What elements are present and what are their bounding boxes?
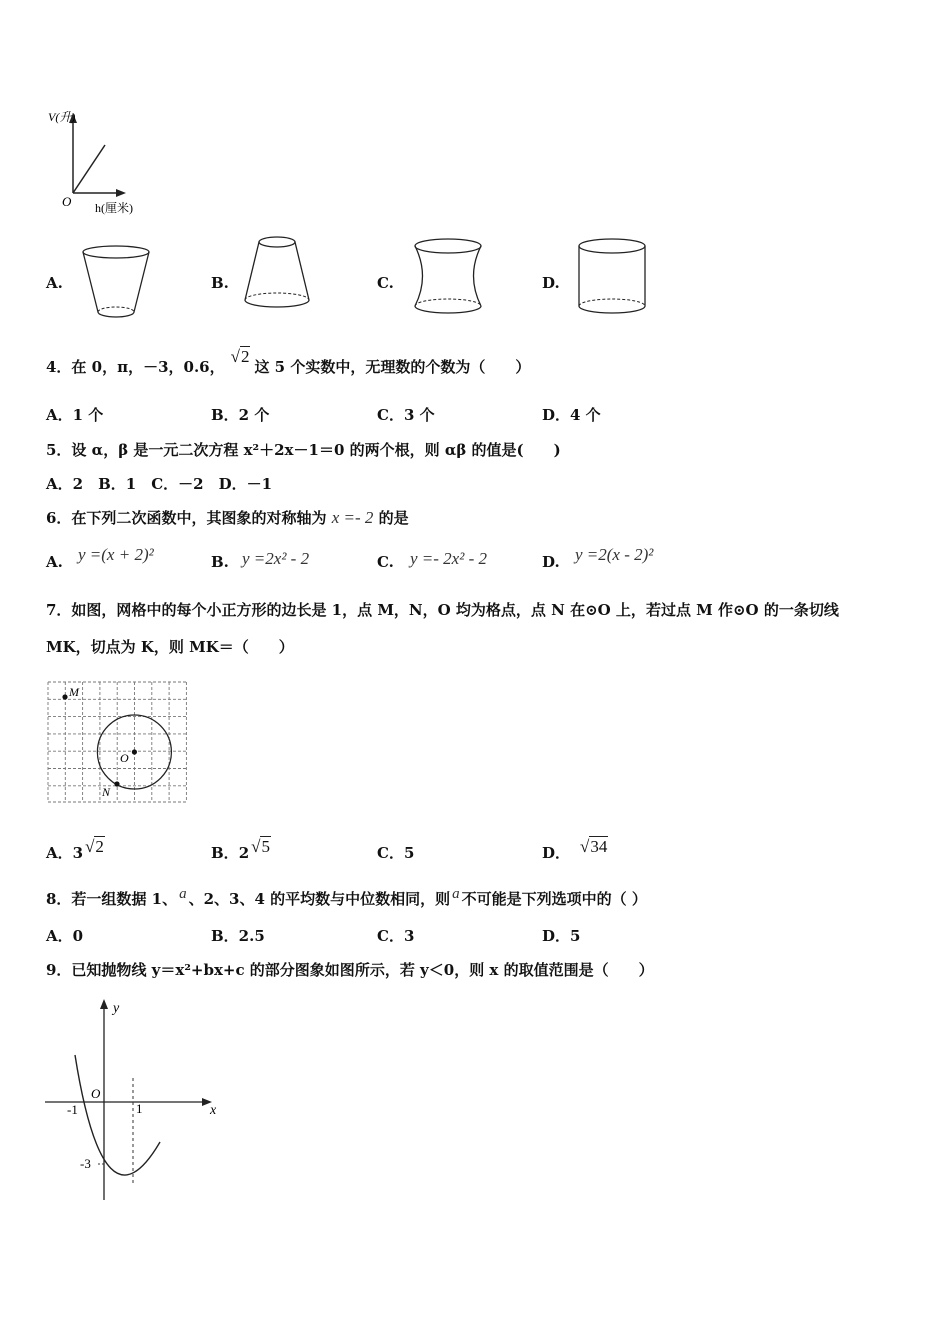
q9-label-minus1: -1 (67, 1102, 78, 1117)
cup-icon-a (78, 240, 154, 326)
q7-point-m (62, 694, 67, 699)
q8-option-d: D．5 (542, 927, 581, 945)
q4-option-b: B．2 个 (211, 406, 270, 424)
q8-var-a: a (179, 886, 187, 902)
graph-x-arrow (116, 189, 126, 197)
q8-option-c: C．3 (377, 927, 415, 945)
q7-label-m: M (69, 685, 79, 699)
q8-option-b: B．2.5 (211, 927, 265, 945)
q4-option-c: C．3 个 (377, 406, 435, 424)
q6-option-d-letter: D. (542, 553, 560, 571)
q6-option-a-letter: A. (46, 553, 63, 571)
q9-label-minus3: -3 (80, 1156, 91, 1171)
q7-stem-line1: 7．如图，网格中的每个小正方形的边长是 1，点 M，N，O 均为格点，点 N 在⊙O 上，若过点 M 作⊙O 的一条切线 (46, 601, 839, 619)
q9-label-y: y (113, 1001, 120, 1016)
q7-option-a: A．3 √2 (46, 837, 104, 862)
q9-parabola-graph (40, 990, 230, 1205)
q7-option-b: B．2 √5 (211, 837, 270, 862)
q7-stem-line2: MK，切点为 K，则 MK＝（ ） (46, 638, 294, 656)
q6-axis-equation: x =- 2 (331, 508, 374, 527)
graph-origin-label: O (62, 194, 72, 209)
q9-label-origin: O (91, 1086, 101, 1101)
q7-label-o: O (120, 751, 129, 765)
sqrt-icon: √2 (85, 837, 104, 856)
q3-option-c-letter: C. (377, 274, 394, 292)
q7-label-n: N (102, 785, 111, 799)
q6-stem (46, 507, 409, 528)
q4-option-d: D．4 个 (542, 406, 601, 424)
q5-options: A．2 B．1 C．－2 D．－1 (46, 475, 273, 493)
waist-vessel-icon-c (410, 234, 486, 322)
q8-stem: 8．若一组数据 1、 a 、2、3、4 的平均数与中位数相同，则 a 不可能是下列选项中的（ ） (46, 886, 647, 908)
q6-option-c-letter: C. (377, 553, 394, 571)
q6-option-b-letter: B. (211, 553, 229, 571)
q3-option-b-letter: B. (211, 274, 229, 292)
q8-option-a: A．0 (46, 927, 84, 945)
q3-option-a-letter: A. (46, 274, 63, 292)
graph-x-label: h(厘米) (95, 201, 133, 215)
graph-line (73, 145, 105, 193)
q7-grid-figure (46, 680, 190, 806)
sqrt-icon: √34 (580, 837, 608, 856)
q7-option-c: C．5 (377, 844, 415, 862)
q9-label-one: 1 (136, 1101, 143, 1116)
cylinder-icon-d (574, 234, 650, 322)
volume-height-graph (40, 105, 180, 220)
q9-y-arrow (100, 999, 108, 1009)
q6-stem-start: 6．在下列二次函数中，其图象的对称轴为 (46, 509, 327, 527)
q7-option-d: D． √34 (542, 837, 608, 862)
q6-option-d-formula: y =2(x - 2)² (575, 545, 654, 564)
q4-stem-start: 4．在 0，π，－3，0.6， (46, 358, 225, 376)
q4-stem (46, 347, 531, 377)
q7-point-n (114, 781, 119, 786)
q7-point-o (132, 749, 137, 754)
q8-var-a-2: a (452, 886, 460, 902)
q9-stem: 9．已知抛物线 y＝x²+bx+c 的部分图象如图所示，若 y＜0，则 x 的取值范围是（ ） (46, 961, 654, 979)
q6-option-a-formula: y =(x + 2)² (78, 545, 154, 564)
q6-option-c-formula: y =- 2x² - 2 (410, 549, 487, 568)
q5-stem: 5．设 α，β 是一元二次方程 x²＋2x－1＝0 的两个根，则 αβ 的值是( ) (46, 441, 561, 459)
q9-label-x: x (210, 1103, 217, 1118)
graph-y-label: V(升) (48, 110, 76, 124)
q6-stem-end: 的是 (378, 509, 409, 527)
q4-stem-end: 这 5 个实数中，无理数的个数为（ ） (254, 358, 531, 376)
frustum-icon-b (240, 232, 314, 318)
sqrt-2-radical: √2 (230, 347, 250, 366)
sqrt-icon: √5 (251, 837, 270, 856)
q6-option-b-formula: y =2x² - 2 (242, 549, 310, 568)
q4-option-a: A．1 个 (46, 406, 104, 424)
q3-option-d-letter: D. (542, 274, 560, 292)
